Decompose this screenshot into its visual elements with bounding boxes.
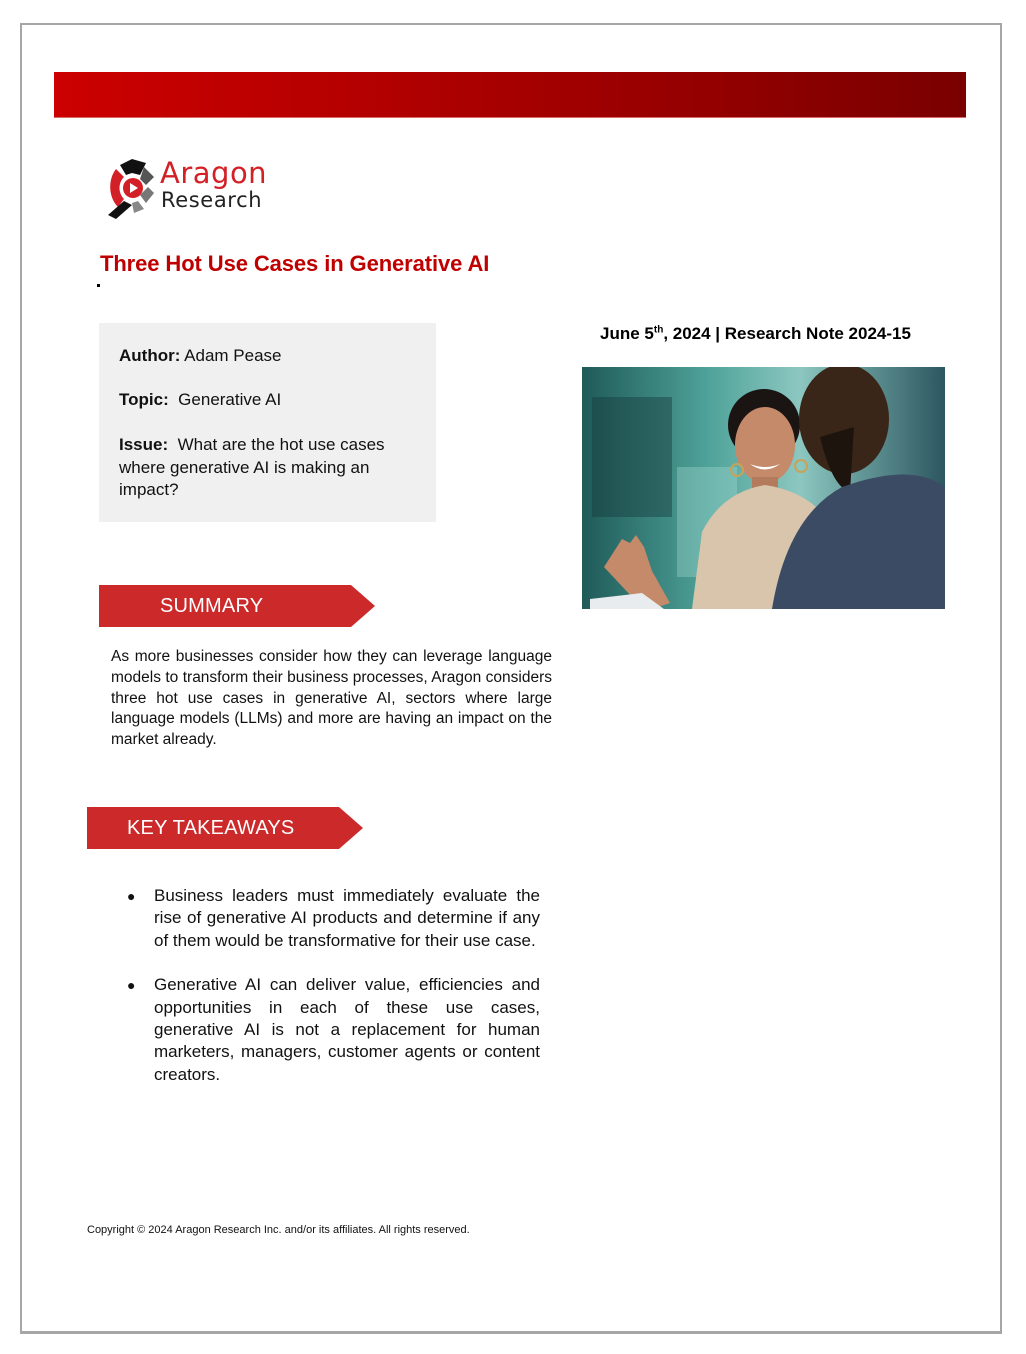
issue-value: What are the hot use cases where generative AI is making an impact?	[119, 435, 390, 499]
author-line	[119, 345, 282, 368]
topic-line	[119, 389, 281, 412]
aragon-logo-icon	[106, 157, 158, 219]
issue-label: Issue:	[119, 435, 169, 454]
key-takeaways-heading: KEY TAKEAWAYS	[127, 817, 295, 839]
logo-text-research: Research	[161, 188, 263, 212]
logo-text-aragon: Aragon	[160, 156, 268, 190]
list-item	[125, 885, 540, 952]
stray-dot	[97, 284, 100, 287]
list-item	[125, 974, 540, 1086]
bullet-icon: ●	[127, 888, 136, 904]
summary-heading: SUMMARY	[160, 595, 264, 617]
header-banner	[54, 72, 966, 118]
topic-label: Topic:	[119, 390, 169, 409]
date-rest: , 2024 | Research Note 2024-15	[663, 324, 911, 343]
issue-line	[119, 434, 424, 502]
date-ordinal: th	[653, 324, 664, 336]
bullet-icon: ●	[127, 977, 136, 994]
key-takeaways-heading-tab	[87, 807, 363, 849]
summary-heading-tab	[99, 585, 375, 627]
author-value: Adam Pease	[180, 346, 282, 365]
author-label: Author:	[119, 346, 181, 365]
summary-text: As more businesses consider how they can leverage language models to transform their business processes, Aragon considers three hot use cases in generative AI, sectors where large language models (LLMs) and more are having an impact on the market already.	[111, 648, 552, 749]
photo-illustration	[582, 367, 945, 609]
date-prefix: June 5	[600, 324, 654, 343]
takeaway-text: Business leaders must immediately evaluate the rise of generative AI products and determine if any of them would be transformative for their use case.	[154, 886, 540, 950]
takeaway-text: Generative AI can deliver value, efficiencies and opportunities in each of these use cases, generative AI is not a replacement for human marketers, managers, customer agents or content creators.	[154, 975, 540, 1084]
date-and-note-number	[600, 323, 911, 345]
copyright-footer: Copyright © 2024 Aragon Research Inc. and/or its affiliates. All rights reserved.	[87, 1224, 470, 1236]
document-title: Three Hot Use Cases in Generative AI	[100, 251, 490, 276]
cover-photo	[582, 367, 945, 609]
key-takeaways-list	[125, 885, 540, 1108]
topic-value: Generative AI	[168, 390, 282, 409]
metadata-box	[99, 323, 436, 522]
aragon-research-logo	[106, 157, 306, 219]
